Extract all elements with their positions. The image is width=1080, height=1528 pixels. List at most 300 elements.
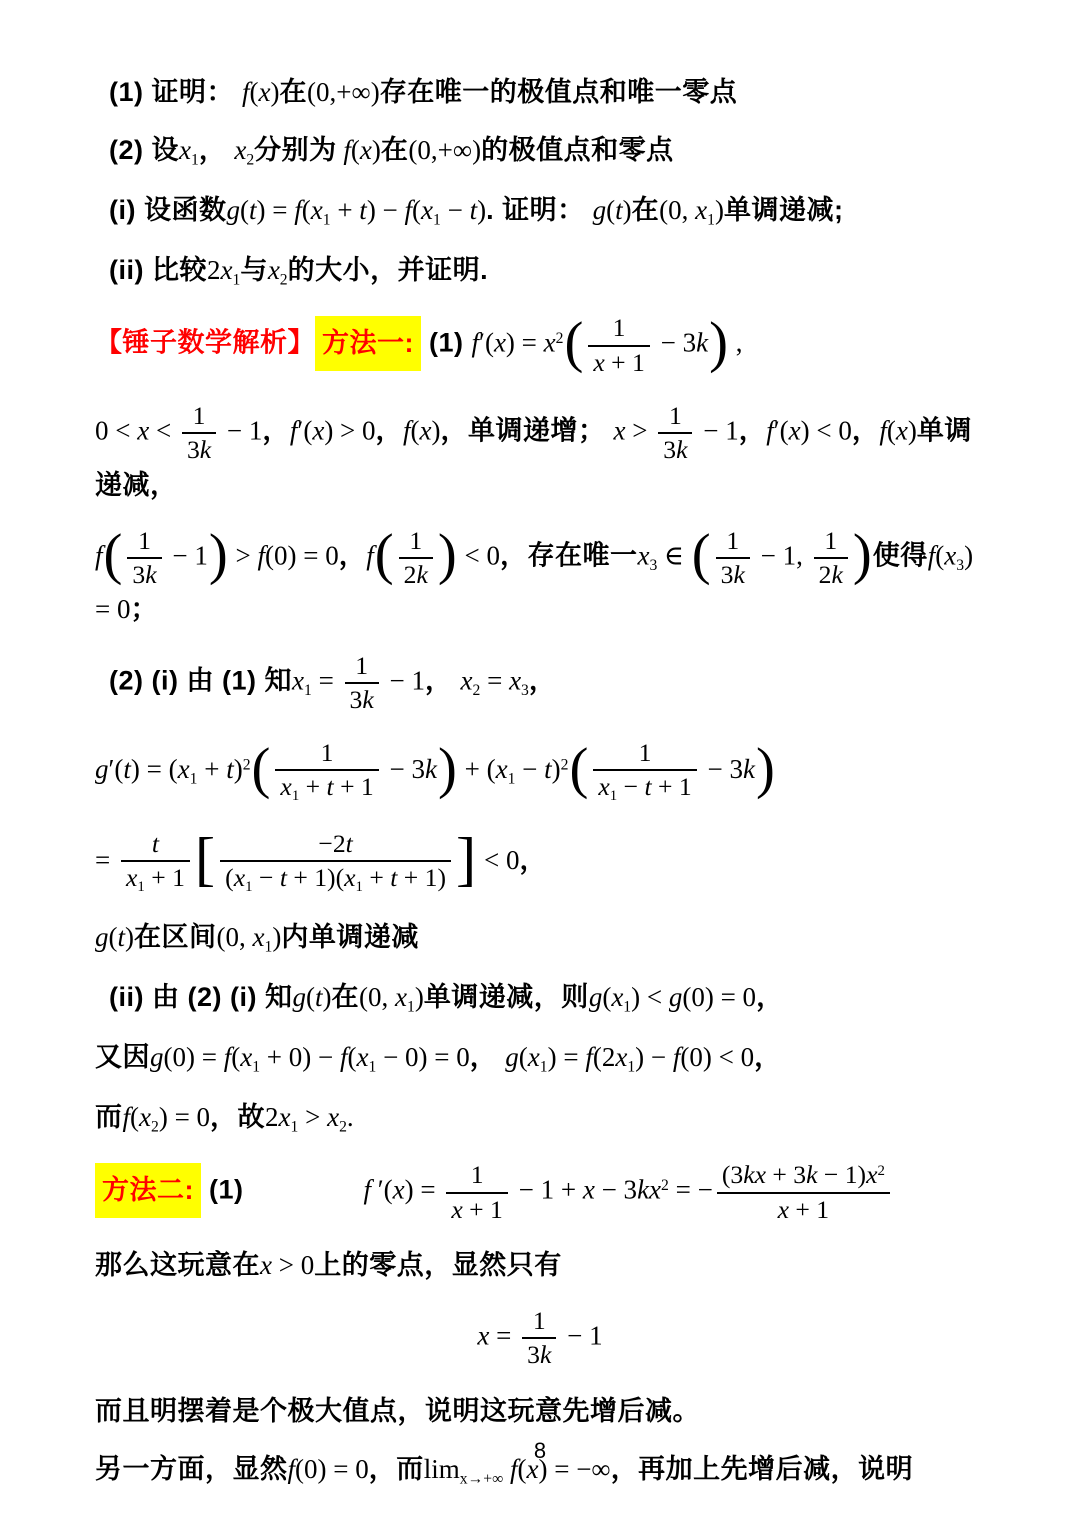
math-subscript: 1	[627, 1058, 636, 1076]
math-variable: x	[611, 982, 624, 1013]
math-variable: f	[287, 1453, 296, 1484]
math-run: (0) < 0	[680, 1042, 755, 1073]
math-run: −	[252, 863, 280, 893]
math-run: − 1)	[817, 1160, 867, 1190]
text-run: 在	[279, 77, 308, 107]
math-variable: x	[788, 415, 801, 446]
text-run: 与	[240, 255, 268, 286]
document-lines	[95, 74, 985, 1490]
math-run: )	[125, 922, 135, 953]
math-run: ′(	[297, 415, 313, 446]
math-run: ) −	[635, 1042, 673, 1073]
math-variable: f	[363, 1174, 372, 1205]
math-variable: x	[451, 1194, 463, 1224]
math-run: =	[311, 665, 341, 695]
math-run: )	[551, 754, 561, 785]
math-variable: f	[294, 195, 302, 226]
text-run: 在区间	[134, 922, 217, 953]
math-run: 2	[818, 560, 832, 590]
math-run: ′(	[773, 415, 789, 446]
math-subscript: 1	[355, 879, 363, 896]
big-paren: )	[437, 737, 457, 801]
text-run: ，故	[210, 1102, 266, 1133]
math-run: (0) = 0	[682, 982, 757, 1013]
fraction	[127, 526, 161, 591]
document-line	[95, 1159, 985, 1226]
math-run: ′(	[479, 327, 494, 358]
math-run: )	[371, 135, 381, 166]
math-variable: f	[289, 415, 298, 446]
math-subscript: 2	[279, 271, 288, 289]
math-run: − 1	[696, 415, 739, 446]
math-variable: x	[392, 1174, 405, 1205]
numerator	[716, 526, 750, 559]
fraction	[345, 651, 379, 716]
math-run: − 1	[560, 1320, 603, 1351]
big-paren: )	[852, 523, 872, 587]
math-variable: x	[493, 327, 506, 358]
fraction	[182, 401, 216, 466]
denominator	[275, 771, 378, 806]
math-variable: k	[199, 435, 212, 465]
math-variable: x	[312, 415, 325, 446]
math-run: (	[249, 77, 259, 107]
fraction	[716, 526, 750, 591]
math-subscript: 1	[707, 211, 715, 229]
math-subscript: 1	[291, 788, 300, 805]
section-label: 【锤子数学解析】	[95, 327, 315, 358]
math-run: (0,	[659, 195, 696, 226]
numerator	[522, 1306, 556, 1339]
math-run: − 1	[382, 665, 425, 695]
document-line	[95, 1305, 985, 1372]
math-subscript: 1	[303, 681, 312, 699]
fraction	[717, 1160, 890, 1225]
math-run: − 3	[594, 1174, 638, 1205]
math-variable: k	[831, 560, 843, 590]
math-subscript: 2	[339, 1118, 347, 1136]
text-run: (i) 设函数	[109, 195, 227, 226]
math-run: 1	[409, 525, 423, 555]
text-run: 的大小，并证明.	[287, 255, 489, 286]
math-run: ) = 0	[95, 540, 974, 625]
math-variable: f	[340, 1042, 348, 1073]
math-variable: x	[240, 1042, 253, 1073]
math-variable: t	[644, 772, 652, 802]
math-variable: x	[509, 665, 522, 695]
math-subscript: 3	[521, 681, 529, 699]
math-run: =	[480, 665, 510, 695]
math-run: (0) = 0	[265, 540, 339, 571]
math-variable: f	[366, 540, 374, 571]
math-subscript: 2	[246, 151, 255, 169]
numerator	[121, 829, 190, 862]
math-run: 0 <	[95, 415, 138, 446]
math-run: + 1	[651, 772, 692, 802]
math-run: ′(	[108, 754, 124, 785]
math-variable: k	[696, 327, 709, 358]
math-run: + 1)(	[286, 863, 345, 893]
numerator	[446, 1160, 508, 1193]
math-variable: kx	[743, 1160, 766, 1190]
denominator	[588, 347, 650, 378]
math-run: .	[346, 1102, 354, 1133]
math-variable: f	[879, 415, 887, 446]
math-variable: t	[314, 982, 323, 1013]
math-variable: x	[615, 1042, 628, 1073]
text-run: (ii) 比较	[109, 255, 207, 286]
text-run: ，单调递增；	[440, 415, 614, 446]
math-run: (	[517, 1453, 527, 1484]
math-variable: x	[777, 1194, 790, 1224]
math-variable: k	[416, 560, 428, 590]
math-run: 1	[668, 400, 682, 430]
math-run: + 1	[789, 1194, 830, 1224]
document-line	[95, 74, 985, 111]
math-variable: x	[310, 195, 323, 226]
math-run: 3	[720, 560, 734, 590]
document-line	[95, 919, 985, 958]
math-run: + 3	[765, 1160, 807, 1190]
math-run: 1	[612, 313, 626, 343]
math-variable: x	[419, 415, 432, 446]
text-run: 单调递减;	[723, 195, 844, 226]
math-variable: f	[95, 540, 103, 571]
math-run: ) = −∞	[538, 1453, 611, 1484]
math-subscript: 3	[649, 556, 658, 574]
math-variable: k	[362, 684, 374, 714]
math-variable: x	[356, 1042, 369, 1073]
big-paren: (	[103, 523, 123, 587]
math-run: + (	[457, 754, 496, 785]
math-variable: kx	[637, 1174, 662, 1205]
math-run: )	[907, 415, 917, 446]
page-number: 8	[533, 1438, 547, 1463]
math-variable: x	[344, 863, 356, 893]
text-run: ，而	[368, 1453, 424, 1484]
text-run: (ii) 由 (2) (i) 知	[109, 982, 293, 1013]
math-variable: x	[944, 540, 957, 571]
text-run: (1)	[421, 327, 472, 358]
text-run: 又因	[95, 1042, 150, 1073]
text-run: 在	[631, 195, 660, 226]
math-run: −2	[318, 829, 346, 859]
text-run: (1)	[201, 1174, 244, 1205]
math-subscript: 1	[539, 1058, 548, 1076]
numerator	[593, 738, 696, 771]
numerator	[717, 1160, 890, 1193]
math-variable: f	[503, 1453, 518, 1484]
math-variable: x	[252, 922, 265, 953]
text-run: ，	[469, 1042, 506, 1073]
document-line	[95, 650, 985, 717]
math-run: lim	[423, 1453, 460, 1484]
math-run: < 0	[457, 540, 500, 571]
math-run: ) =	[547, 1042, 586, 1073]
math-run: (0,+∞)	[307, 77, 380, 107]
text-run: 而且明摆着是个极大值点，说明这玩意先增后减。	[95, 1395, 700, 1426]
math-variable: x	[866, 1160, 878, 1190]
math-variable: x	[543, 327, 556, 358]
math-variable: x	[359, 135, 372, 166]
text-run: ，	[198, 135, 235, 166]
math-run: (	[410, 415, 420, 446]
math-run: (	[231, 1042, 241, 1073]
math-variable: x	[593, 347, 605, 377]
math-run: )	[414, 982, 424, 1013]
math-run: (0,	[359, 982, 395, 1013]
math-variable: x	[637, 540, 650, 571]
math-subscript: 1	[609, 788, 618, 805]
math-run: )	[233, 754, 243, 785]
math-run: 1	[726, 525, 740, 555]
math-run: (	[347, 1042, 357, 1073]
math-run: = −	[668, 1174, 713, 1205]
text-run: (2) (i) 由 (1) 知	[109, 665, 292, 695]
math-run: (	[886, 415, 896, 446]
math-subscript: x→+∞	[459, 1470, 504, 1488]
math-run: (0,	[216, 922, 253, 953]
fraction	[275, 738, 378, 806]
math-variable: f	[223, 1042, 232, 1073]
document-line	[95, 1393, 985, 1430]
math-variable: g	[668, 982, 683, 1013]
denominator	[717, 1194, 890, 1225]
math-subscript: 1	[623, 998, 632, 1016]
math-run: (0,+∞)	[408, 135, 482, 166]
math-variable: k	[733, 560, 745, 590]
math-variable: f	[257, 540, 265, 571]
math-variable: x	[258, 77, 271, 107]
text-run: ，	[262, 415, 290, 446]
math-run: )	[477, 195, 487, 226]
math-variable: f	[471, 327, 480, 358]
math-run: ) < 0	[800, 415, 852, 446]
numerator	[182, 401, 216, 434]
math-variable: x	[495, 754, 508, 785]
math-run: (0) = 0	[295, 1453, 369, 1484]
denominator	[345, 684, 379, 715]
math-variable: f	[242, 77, 250, 107]
math-variable: k	[742, 754, 755, 785]
math-run: (0) =	[163, 1042, 224, 1073]
denominator	[121, 862, 190, 897]
math-run: >	[625, 415, 655, 446]
math-variable: x	[526, 1453, 539, 1484]
math-variable: t	[326, 772, 334, 802]
math-run: 1	[355, 650, 369, 680]
denominator	[399, 559, 433, 590]
math-run: 1	[470, 1160, 484, 1190]
denominator	[182, 434, 216, 465]
math-variable: g	[592, 195, 607, 226]
math-superscript: 2	[560, 756, 569, 774]
math-variable: k	[539, 1340, 552, 1370]
math-run: ) = (	[130, 754, 178, 785]
math-variable: x	[327, 1102, 340, 1133]
numerator	[275, 738, 378, 771]
math-variable: k	[145, 560, 157, 590]
math-variable: x	[477, 1320, 490, 1351]
math-subscript: 1	[406, 998, 415, 1016]
math-run: (	[108, 922, 118, 953]
numerator	[588, 313, 650, 346]
fraction	[588, 313, 650, 378]
math-variable: t	[359, 195, 367, 226]
math-run: (	[225, 863, 234, 893]
document-line	[95, 1039, 985, 1078]
math-variable: x	[233, 863, 246, 893]
math-variable: x	[137, 415, 150, 446]
big-paren: (	[569, 737, 589, 801]
math-variable: x	[278, 1102, 291, 1133]
math-run: ) =	[256, 195, 295, 226]
numerator	[814, 526, 848, 559]
big-paren: (	[374, 523, 394, 587]
text-run: ，	[738, 415, 767, 446]
text-run: ，	[754, 1042, 782, 1073]
text-run: ，	[851, 415, 880, 446]
math-run: )	[622, 195, 632, 226]
denominator	[127, 559, 161, 590]
math-variable: k	[676, 435, 688, 465]
math-run: (	[935, 540, 945, 571]
math-variable: t	[345, 829, 353, 859]
text-run: ，	[425, 665, 461, 695]
math-run: ) =	[404, 1174, 443, 1205]
text-run: ，	[519, 845, 547, 876]
math-run: 3	[132, 560, 146, 590]
math-run: )	[431, 415, 441, 446]
math-run: ) =	[505, 327, 544, 358]
math-run: ) = 0	[158, 1102, 211, 1133]
text-run: 而	[95, 1102, 123, 1133]
big-paren: )	[208, 523, 228, 587]
math-run: (	[301, 195, 311, 226]
math-variable: t	[544, 754, 552, 785]
math-variable: t	[123, 754, 131, 785]
document-line	[95, 192, 985, 231]
document-line	[95, 1247, 985, 1284]
big-paren: )	[437, 523, 457, 587]
math-variable: x	[177, 754, 190, 785]
math-run: − 1	[220, 415, 263, 446]
denominator	[446, 1194, 508, 1225]
method-label: 方法一:	[315, 316, 421, 371]
math-variable: x	[139, 1102, 151, 1133]
math-variable: t	[615, 195, 623, 226]
math-variable: k	[425, 754, 437, 785]
math-subscript: 2	[151, 1118, 159, 1136]
math-variable: g	[226, 195, 240, 226]
math-run: 2	[265, 1102, 279, 1133]
text-run: . 证明：	[486, 195, 593, 226]
document-line	[95, 132, 985, 171]
math-subscript: 1	[368, 1058, 377, 1076]
text-run: 分别为	[254, 135, 337, 166]
text-run: 那么这玩意在	[95, 1249, 260, 1280]
document-line	[95, 400, 985, 504]
math-run: − 0) = 0	[376, 1042, 470, 1073]
document-line	[95, 737, 985, 807]
math-subscript: 1	[137, 879, 145, 896]
math-run: (	[240, 195, 249, 226]
fraction	[658, 401, 692, 466]
math-run: (	[518, 1042, 528, 1073]
fraction	[121, 829, 190, 897]
math-variable: x	[280, 772, 292, 802]
big-paren: (	[564, 311, 584, 375]
math-variable: t	[117, 922, 126, 953]
math-run: (	[130, 1102, 140, 1133]
math-variable: f	[404, 195, 413, 226]
math-run: − 1,	[753, 540, 810, 571]
math-run: =	[95, 845, 117, 876]
numerator	[220, 829, 451, 862]
math-run: −	[617, 772, 645, 802]
math-run: +	[299, 772, 327, 802]
text-run: 单调递减，则	[423, 982, 589, 1013]
math-superscript: 2	[242, 756, 251, 774]
document-line	[95, 252, 985, 291]
math-run: =	[489, 1320, 519, 1351]
math-run: +	[330, 195, 360, 226]
math-variable: g	[588, 982, 603, 1013]
math-run: ) > 0	[324, 415, 376, 446]
math-variable: t	[279, 863, 287, 893]
math-variable: f	[122, 1102, 131, 1133]
math-run: 3	[527, 1340, 540, 1370]
math-variable: g	[505, 1042, 519, 1073]
text-run: ，	[375, 415, 404, 446]
numerator	[127, 526, 161, 559]
math-superscript: 2	[661, 1177, 669, 1195]
text-run: 的极值点和零点	[481, 135, 674, 166]
math-run: + 1	[604, 347, 645, 377]
denominator	[220, 862, 451, 897]
text-run: ，	[756, 982, 784, 1013]
math-subscript: 1	[189, 770, 198, 788]
math-run: 3	[349, 684, 363, 714]
math-run: 3	[663, 435, 677, 465]
math-variable: t	[469, 195, 478, 226]
math-variable: x	[582, 1174, 595, 1205]
text-run: (1) 证明：	[109, 77, 243, 107]
text-run: 在	[380, 135, 409, 166]
text-run: 在	[331, 982, 359, 1013]
math-variable: g	[292, 982, 306, 1013]
numerator	[658, 401, 692, 434]
math-subscript: 1	[232, 271, 241, 289]
big-paren: (	[251, 737, 271, 801]
math-run: +	[362, 863, 391, 893]
math-run: −	[440, 195, 470, 226]
document-line	[95, 1099, 985, 1138]
math-subscript: 1	[252, 1058, 261, 1076]
document-line	[95, 979, 985, 1018]
math-run: 1	[320, 738, 334, 768]
big-bracket: [	[194, 826, 216, 894]
math-run: (3	[721, 1160, 744, 1190]
math-variable: x	[695, 195, 708, 226]
math-variable: f	[927, 540, 936, 571]
math-superscript: 2	[555, 330, 564, 348]
text-run: ，	[338, 540, 367, 571]
math-subscript: 3	[956, 556, 965, 574]
math-variable: x	[260, 1249, 272, 1280]
math-run: 2	[403, 560, 417, 590]
math-run: + 1	[462, 1194, 503, 1224]
